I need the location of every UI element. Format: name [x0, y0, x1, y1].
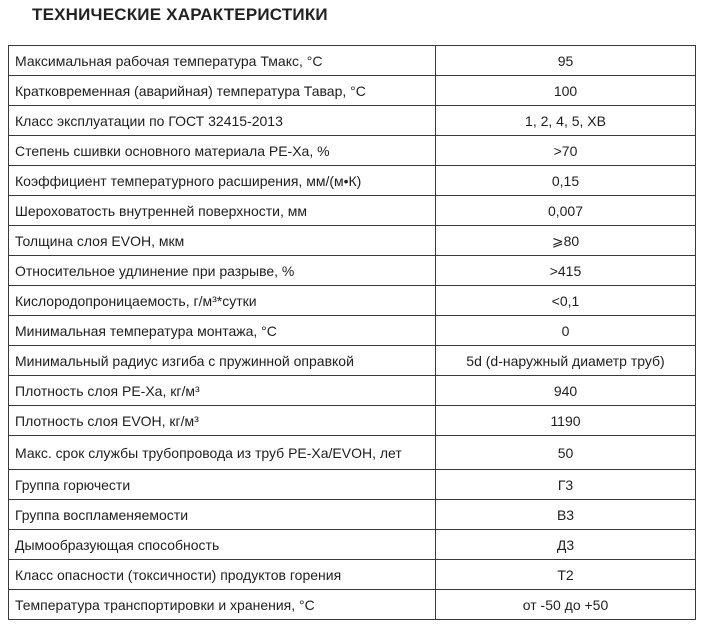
- specifications-table: [8, 45, 696, 620]
- parameter-cell: Группа воспламеняемости: [9, 500, 436, 530]
- table-row: [9, 436, 696, 470]
- table-row: [9, 530, 696, 560]
- value-cell: 95: [436, 46, 696, 76]
- parameter-cell: Минимальная температура монтажа, °С: [9, 316, 436, 346]
- value-cell: 940: [436, 376, 696, 406]
- value-cell: от -50 до +50: [436, 590, 696, 620]
- table-row: [9, 316, 696, 346]
- parameter-cell: Коэффициент температурного расширения, мм/(м•К): [9, 166, 436, 196]
- parameter-cell: Шероховатость внутренней поверхности, мм: [9, 196, 436, 226]
- value-cell: >415: [436, 256, 696, 286]
- value-cell: Г3: [436, 470, 696, 500]
- value-cell: 5d (d-наружный диаметр труб): [436, 346, 696, 376]
- parameter-cell: Плотность слоя PE-Xa, кг/м³: [9, 376, 436, 406]
- parameter-cell: Толщина слоя EVOH, мкм: [9, 226, 436, 256]
- parameter-cell: Максимальная рабочая температура Тмакс, °С: [9, 46, 436, 76]
- table-row: [9, 76, 696, 106]
- parameter-cell: Кислородопроницаемость, г/м³*сутки: [9, 286, 436, 316]
- parameter-cell: Группа горючести: [9, 470, 436, 500]
- value-cell: >70: [436, 136, 696, 166]
- value-cell: 0,15: [436, 166, 696, 196]
- value-cell: 50: [436, 436, 696, 470]
- value-cell: В3: [436, 500, 696, 530]
- table-row: [9, 406, 696, 436]
- table-row: [9, 470, 696, 500]
- parameter-cell: Минимальный радиус изгиба с пружинной оправкой: [9, 346, 436, 376]
- table-row: [9, 346, 696, 376]
- value-cell: 1190: [436, 406, 696, 436]
- parameter-cell: Класс опасности (токсичности) продуктов горения: [9, 560, 436, 590]
- value-cell: 100: [436, 76, 696, 106]
- table-row: [9, 376, 696, 406]
- table-row: [9, 136, 696, 166]
- table-row: [9, 196, 696, 226]
- parameter-cell: Относительное удлинение при разрыве, %: [9, 256, 436, 286]
- table-row: [9, 106, 696, 136]
- table-row: [9, 286, 696, 316]
- parameter-cell: Макс. срок службы трубопровода из труб PE-Xa/EVOH, лет: [9, 436, 436, 470]
- value-cell: Д3: [436, 530, 696, 560]
- table-row: [9, 256, 696, 286]
- parameter-cell: Плотность слоя EVOH, кг/м³: [9, 406, 436, 436]
- parameter-cell: Температура транспортировки и хранения, °С: [9, 590, 436, 620]
- parameter-cell: Кратковременная (аварийная) температура Тавар, °С: [9, 76, 436, 106]
- table-row: [9, 560, 696, 590]
- value-cell: 1, 2, 4, 5, ХВ: [436, 106, 696, 136]
- parameter-cell: Класс эксплуатации по ГОСТ 32415-2013: [9, 106, 436, 136]
- value-cell: 0: [436, 316, 696, 346]
- table-row: [9, 46, 696, 76]
- table-row: [9, 590, 696, 620]
- parameter-cell: Степень сшивки основного материала PE-Xa, %: [9, 136, 436, 166]
- table-row: [9, 500, 696, 530]
- table-row: [9, 226, 696, 256]
- value-cell: Т2: [436, 560, 696, 590]
- page-title: ТЕХНИЧЕСКИЕ ХАРАКТЕРИСТИКИ: [32, 5, 328, 24]
- table-row: [9, 166, 696, 196]
- value-cell: <0,1: [436, 286, 696, 316]
- value-cell: 0,007: [436, 196, 696, 226]
- parameter-cell: Дымообразующая способность: [9, 530, 436, 560]
- value-cell: ⩾80: [436, 226, 696, 256]
